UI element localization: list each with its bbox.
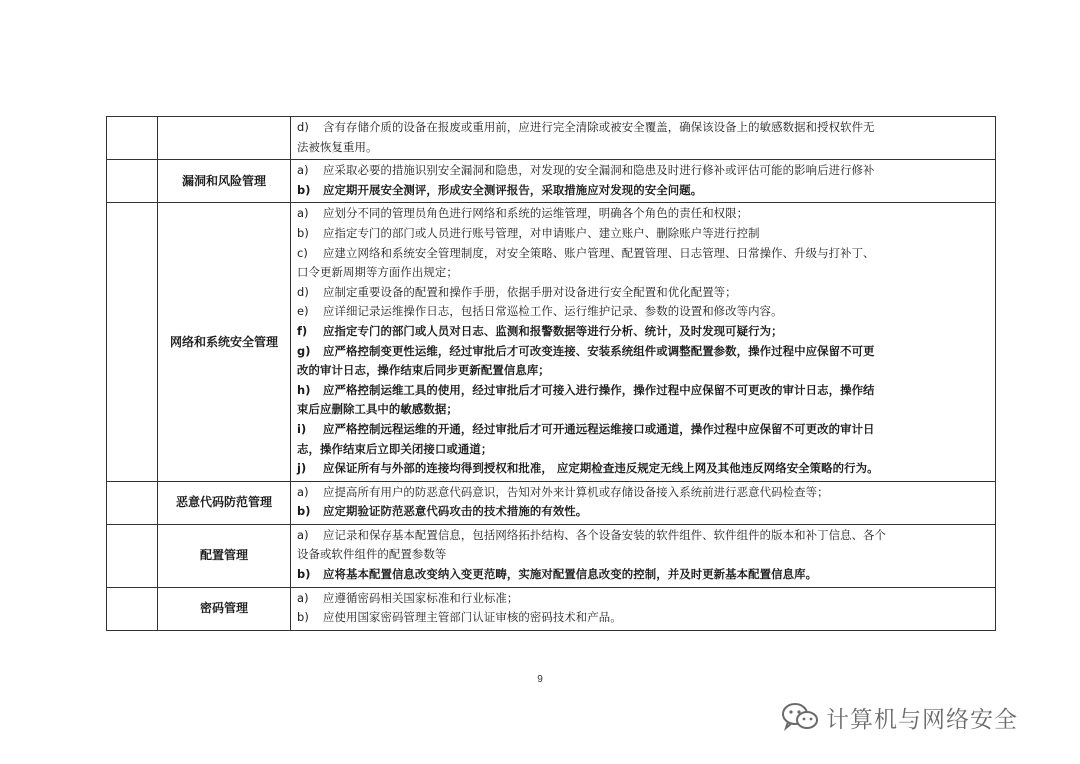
requirement-item [297,204,991,224]
watermark [780,700,1018,734]
item-marker: i) [297,421,307,436]
requirement-item [297,118,991,157]
item-text: 应划分不同的管理员角色进行网络和系统的运维管理，明确各个角色的责任和权限； [323,206,749,221]
item-text-continued: 改的审计日志，操作结束后同步更新配置信息库； [297,363,550,378]
table-row [107,160,996,203]
item-marker: a) [297,527,309,542]
category-cell: 恶意代码防范管理 [158,481,291,524]
item-text: 应保证所有与外部的连接均得到授权和批准， 应定期检查违反规定无线上网及其他违反网络安全策略的行为。 [323,461,879,476]
item-text: 应严格控制运维工具的使用，经过审批后才可接入进行操作，操作过程中应保留不可更改的审计日志，操作结 [323,382,875,397]
requirement-item [297,244,991,283]
wechat-icon [780,701,820,733]
item-marker: h) [297,382,311,397]
category-cell [158,117,291,160]
item-text: 应建立网络和系统安全管理制度，对安全策略、账户管理、配置管理、日志管理、日常操作、升级与打补丁、 [323,245,875,260]
item-text: 应定期验证防范恶意代码攻击的技术措施的有效性。 [323,504,588,519]
blank-cell [107,587,158,630]
watermark-text: 计算机与网络安全 [826,706,1018,733]
requirements-cell [291,160,996,203]
item-marker: a) [297,206,309,221]
item-text: 应记录和保存基本配置信息，包括网络拓扑结构、各个设备安装的软件组件、软件组件的版本和补丁信息、各个 [323,527,887,542]
item-text: 应使用国家密码管理主管部门认证审核的密码技术和产品。 [323,610,622,625]
item-text-continued: 志，操作结束后立即关闭接口或通道； [297,441,493,456]
requirement-item [297,459,991,479]
requirement-item [297,608,991,628]
requirement-item [297,322,991,342]
table-row [107,203,996,481]
blank-cell [107,117,158,160]
requirement-item [297,420,991,459]
item-text: 应将基本配置信息改变纳入变更范畴，实施对配置信息改变的控制，并及时更新基本配置信息库。 [323,567,818,582]
item-marker: b) [297,504,311,519]
table-row [107,117,996,160]
item-text: 含有存储介质的设备在报废或重用前，应进行完全清除或被安全覆盖，确保该设备上的敏感数据和授权软件无 [323,120,875,134]
item-text-continued: 设备或软件组件的配置参数等 [297,547,447,562]
category-cell: 配置管理 [158,524,291,587]
item-text: 应指定专门的部门或人员对日志、监测和报警数据等进行分析、统计，及时发现可疑行为； [323,323,783,338]
requirement-item [297,483,991,503]
blank-cell [107,160,158,203]
requirements-cell [291,481,996,524]
page-number: 9 [537,674,543,685]
requirement-item [297,224,991,244]
item-marker: a) [297,163,309,178]
requirement-item [297,283,991,303]
item-marker: j) [297,461,307,476]
item-text-continued: 束后应删除工具中的敏感数据； [297,402,458,417]
item-text: 应采取必要的措施识别安全漏洞和隐患，对发现的安全漏洞和隐患及时进行修补或评估可能的影响后进行修补 [323,163,875,178]
item-text: 应严格控制远程运维的开通，经过审批后才可开通远程运维接口或通道，操作过程中应保留不可更改的审计日 [323,421,875,436]
item-marker: f) [297,323,308,338]
requirement-item [297,161,991,181]
blank-cell [107,481,158,524]
requirement-item [297,302,991,322]
item-text: 应制定重要设备的配置和操作手册，依据手册对设备进行安全配置和优化配置等； [323,284,737,299]
requirement-item [297,502,991,522]
item-marker: e) [297,304,309,319]
item-text-continued: 口令更新周期等方面作出规定； [297,265,458,280]
item-marker: g) [297,343,311,358]
requirement-item [297,565,991,585]
blank-cell [107,203,158,481]
requirements-cell [291,203,996,481]
item-text: 应指定专门的部门或人员进行账号管理，对申请账户、建立账户、删除账户等进行控制 [323,225,760,240]
item-marker: a) [297,484,309,499]
item-marker: c) [297,245,308,260]
blank-cell [107,524,158,587]
category-cell: 网络和系统安全管理 [158,203,291,481]
item-marker: a) [297,590,309,605]
requirements-cell [291,117,996,160]
item-text: 应提高所有用户的防恶意代码意识，告知对外来计算机或存储设备接入系统前进行恶意代码检查等； [323,484,829,499]
requirements-cell [291,587,996,630]
requirements-cell [291,524,996,587]
item-marker: b) [297,610,309,625]
item-marker: d) [297,120,309,134]
requirement-item [297,526,991,565]
category-cell: 密码管理 [158,587,291,630]
requirement-item [297,342,991,381]
table-row [107,524,996,587]
table-row [107,481,996,524]
item-text-continued: 法被恢复重用。 [297,139,378,154]
item-text: 应遵循密码相关国家标准和行业标准； [323,590,519,605]
requirement-item [297,589,991,609]
item-marker: b) [297,567,311,582]
requirement-item [297,381,991,420]
category-cell: 漏洞和风险管理 [158,160,291,203]
requirement-item [297,181,991,201]
requirements-table [106,116,996,631]
item-text: 应详细记录运维操作日志，包括日常巡检工作、运行维护记录、参数的设置和修改等内容。 [323,304,783,319]
item-marker: b) [297,225,309,240]
item-text: 应严格控制变更性运维，经过审批后才可改变连接、安装系统组件或调整配置参数，操作过程中应保留不可更 [323,343,875,358]
item-marker: b) [297,182,311,197]
item-marker: d) [297,284,309,299]
table-row [107,587,996,630]
item-text: 应定期开展安全测评，形成安全测评报告，采取措施应对发现的安全问题。 [323,182,703,197]
